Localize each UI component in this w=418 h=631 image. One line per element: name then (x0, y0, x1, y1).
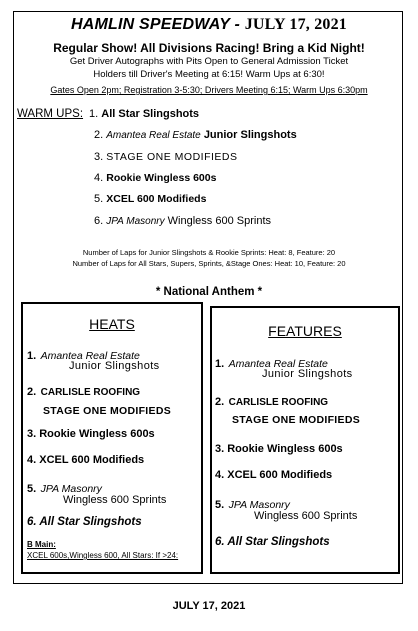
warmup-item-1 (89, 108, 199, 120)
warmup-name: Junior Slingshots (203, 129, 297, 141)
laps-line-2: Number of Laps for All Stars, Supers, Sprints, &Stage Ones: Heat: 10, Feature: 20 (72, 259, 346, 268)
heat-entry-5-name: Wingless 600 Sprints (63, 494, 167, 506)
entry-sponsor: JPA Masonry (228, 499, 290, 511)
warmup-num: 2. (94, 129, 104, 141)
page-title (14, 16, 404, 34)
heat-entry-2-name: STAGE ONE MODIFIEDS (43, 405, 172, 417)
entry-sponsor: CARLISLE ROOFING (228, 397, 329, 408)
entry-sponsor: Amantea Real Estate (40, 350, 140, 362)
warmup-num: 3. (94, 151, 104, 163)
warmup-item-4 (94, 172, 216, 184)
heat-entry-3: 3. Rookie Wingless 600s (27, 428, 155, 440)
entry-num: 5. (27, 483, 37, 495)
feature-entry-2 (215, 392, 328, 410)
warmup-name: Rookie Wingless 600s (106, 172, 217, 184)
feature-entry-1-name: Junior Slingshots (262, 368, 353, 380)
track-name: HAMLIN SPEEDWAY (70, 16, 230, 33)
entry-num: 1. (215, 358, 225, 370)
heat-entry-4: 4. XCEL 600 Modifieds (27, 454, 145, 466)
info-line-1: Get Driver Autographs with Pits Open to General Admission Ticket (69, 56, 349, 67)
warmup-item-2 (94, 129, 297, 141)
title-date: JULY 17, 2021 (244, 16, 348, 33)
warmup-sponsor: JPA Masonry (106, 216, 165, 227)
warmup-item-5 (94, 193, 206, 205)
heat-entry-6: 6. All Star Slingshots (27, 516, 142, 528)
program-sheet (13, 11, 403, 584)
heats-box (21, 302, 203, 574)
title-separator: - (229, 16, 245, 33)
warmup-num: 1. (89, 108, 99, 120)
feature-entry-3: 3. Rookie Wingless 600s (215, 443, 343, 455)
heats-title: HEATS (89, 316, 135, 332)
warmup-item-3 (94, 151, 237, 163)
warmup-num: 5. (94, 193, 104, 205)
feature-entry-4: 4. XCEL 600 Modifieds (215, 469, 333, 481)
entry-num: 2. (27, 386, 37, 398)
gates-schedule: Gates Open 2pm; Registration 3-5:30; Drivers Meeting 6:15; Warm Ups 6:30pm (50, 85, 368, 95)
warmup-name: STAGE ONE MODIFIEDS (106, 151, 238, 163)
bmain-value: XCEL 600s,Wingless 600, All Stars: If >24: (27, 551, 179, 560)
entry-sponsor: JPA Masonry (40, 483, 102, 495)
feature-entry-5-name: Wingless 600 Sprints (254, 510, 358, 522)
entry-sponsor: Amantea Real Estate (228, 358, 328, 370)
warmup-sponsor: Amantea Real Estate (106, 130, 201, 141)
warmup-name: Wingless 600 Sprints (167, 215, 271, 227)
laps-line-1: Number of Laps for Junior Slingshots & Rookie Sprints: Heat: 8, Feature: 20 (82, 248, 336, 257)
entry-num: 1. (27, 350, 37, 362)
info-line-2: Holders till Driver's Meeting at 6:15! Warm Ups at 6:30! (93, 69, 325, 80)
warmup-name: All Star Slingshots (101, 108, 200, 120)
warmup-num: 6. (94, 215, 104, 227)
feature-entry-2-name: STAGE ONE MODIFIEDS (232, 414, 361, 426)
bmain-label: B Main: (27, 540, 56, 549)
national-anthem: * National Anthem * (155, 286, 263, 298)
warmup-item-6 (94, 215, 271, 227)
features-title: FEATURES (268, 323, 342, 339)
entry-sponsor: CARLISLE ROOFING (40, 387, 141, 398)
show-subhead: Regular Show! All Divisions Racing! Bring a Kid Night! (53, 41, 365, 55)
warmup-name: XCEL 600 Modifieds (106, 193, 207, 205)
footer-date: JULY 17, 2021 (172, 600, 246, 612)
warmups-label: WARM UPS: (17, 108, 84, 120)
heat-entry-1-name: Junior Slingshots (69, 360, 160, 372)
feature-entry-6: 6. All Star Slingshots (215, 536, 330, 548)
entry-num: 2. (215, 396, 225, 408)
entry-num: 5. (215, 499, 225, 511)
heat-entry-2 (27, 382, 140, 400)
warmup-num: 4. (94, 172, 104, 184)
features-box (210, 306, 400, 574)
